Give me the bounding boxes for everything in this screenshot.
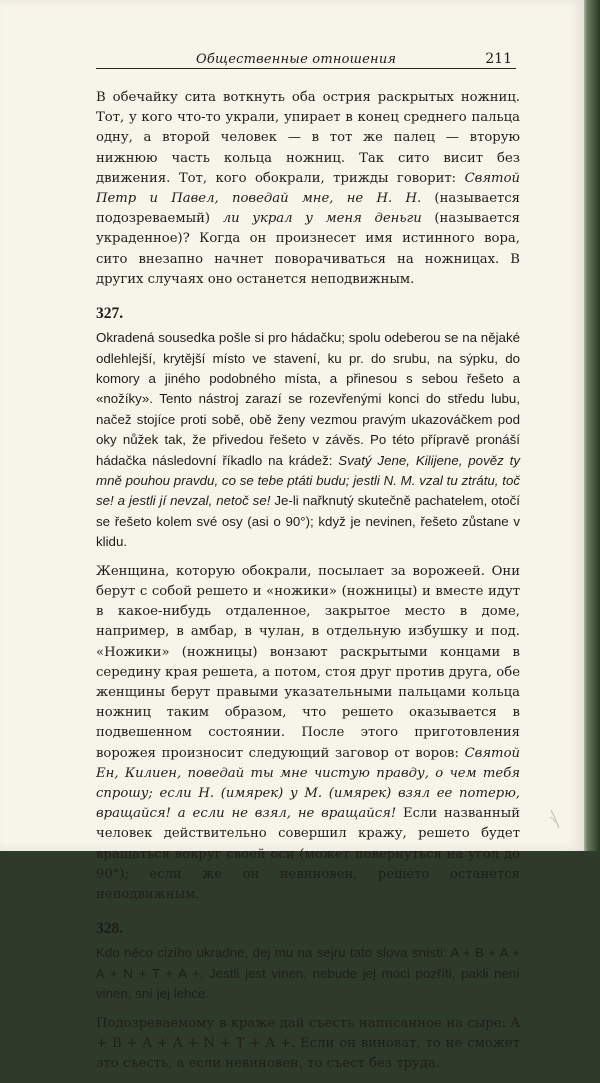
text-run: Okradená sousedka pošle si pro hádačku; spolu odeberou se na nějaké odlehlejší, krytější místo ve stavení, ku pr. do srubu, na sýpku, do komory a jiného podobného místa, a přinesou s sebou řešeto a «nožíky». Tento nástroj zarazí se rozevřenými konci do středu lubu, načež stojíce proti sobě, obě ženy vezmou pravým ukazováčkem pod oky nůžek tak, že přivedou řešeto v závěs. Po této přípravě pronáší hádačka následovní říkadlo na krádež: (96, 330, 520, 468)
paragraph-czech-328: Kdo něco cizího ukradne, dej mu na sejru tato slova snísti: A + B + A + A + N + T + A +. Jestli jest vinen, nebude jej moci pozříti, pakli není vinen, sní jej lehce. (96, 945, 520, 1002)
text-run: Если названный человек действительно совершил кражу, решето будет вращаться вокруг своей оси (может повернуться на угол до 90°); если же он невиновен, решето останется неподвижным. (96, 806, 521, 902)
paragraph-russian-327 (96, 562, 520, 905)
italic-spell: ли украл у меня деньги (222, 211, 422, 227)
book-spine-edge (582, 0, 600, 851)
italic-spell: Святой Ен, Килиен, поведай ты мне чистую правду, о чем тебя спрошу; если Н. (имярек) у М. (имярек) взял ее потерю, вращайся! а если не взял, не вращайся! (96, 745, 520, 822)
text-run: Женщина, которую обокрали, посылает за ворожеей. Они берут с собой решето и «ножики» (ножницы) и вместе идут в какое-нибудь отдаленное, закрытое место в доме, например, в амбар, в чулан, в отдельную избушку и под. «Ножики» (ножницы) вонзают раскрытыми концами в середину края решета, а потом, стоя друг против друга, обе женщины берут правыми указательными пальцами кольца ножниц таким образом, что решето оказывается в подвешенном состоянии. После этого приготовления ворожея произносит следующий заговор от воров: (96, 563, 520, 761)
italic-spell: Svatý Jene, Kilijene, pověz ty mně pouhou pravdu, co se tebe ptáti budu; jestli N. M. vzal tu ztrátu, toč se! a jestli jí nevzal, netoč se! (96, 452, 520, 509)
section-number-328: 328. (96, 920, 124, 938)
page-body (96, 88, 520, 1083)
section-number-327: 327. (96, 305, 124, 323)
text-run: В обечайку сита воткнуть оба острия раскрытых ножниц. Тот, у кого что-то украли, упирает в конец среднего пальца одну, а второй человек — в тот же палец — вторую нижнюю часть кольца ножниц. Так сито висит без движения. Тот, кого обокрали, трижды говорит: (96, 90, 520, 186)
paragraph-russian-intro (96, 88, 520, 290)
text-run: (называется украденное)? Когда он произнесет имя истинного вора, сито внезапно начнет поворачиваться на ножницах. В других случаях оно останется неподвижным. (96, 211, 520, 287)
running-header-title: Общественные отношения (196, 52, 397, 67)
running-header (96, 50, 516, 69)
text-run: Je-li nařknutý skutečně pachatelem, otočí se řešeto kolem své osy (asi o 90°); když je nevinen, řešeto zůstane v klidu. (96, 493, 520, 550)
italic-spell: Святой Петр и Павел, поведай мне, не Н. Н. (96, 170, 520, 207)
paragraph-czech-327 (96, 328, 520, 552)
page-number: 211 (485, 51, 512, 67)
paragraph-russian-328: Подозреваемому в краже дай съесть написанное на сыре: A + B + A + A + N + T + A +. Если он виноват, то не сможет это съесть, а если невиновен, то съест без труда. (96, 1015, 520, 1071)
text-run: (называется подозреваемый) (96, 191, 520, 227)
page-scuff-mark (548, 808, 562, 830)
